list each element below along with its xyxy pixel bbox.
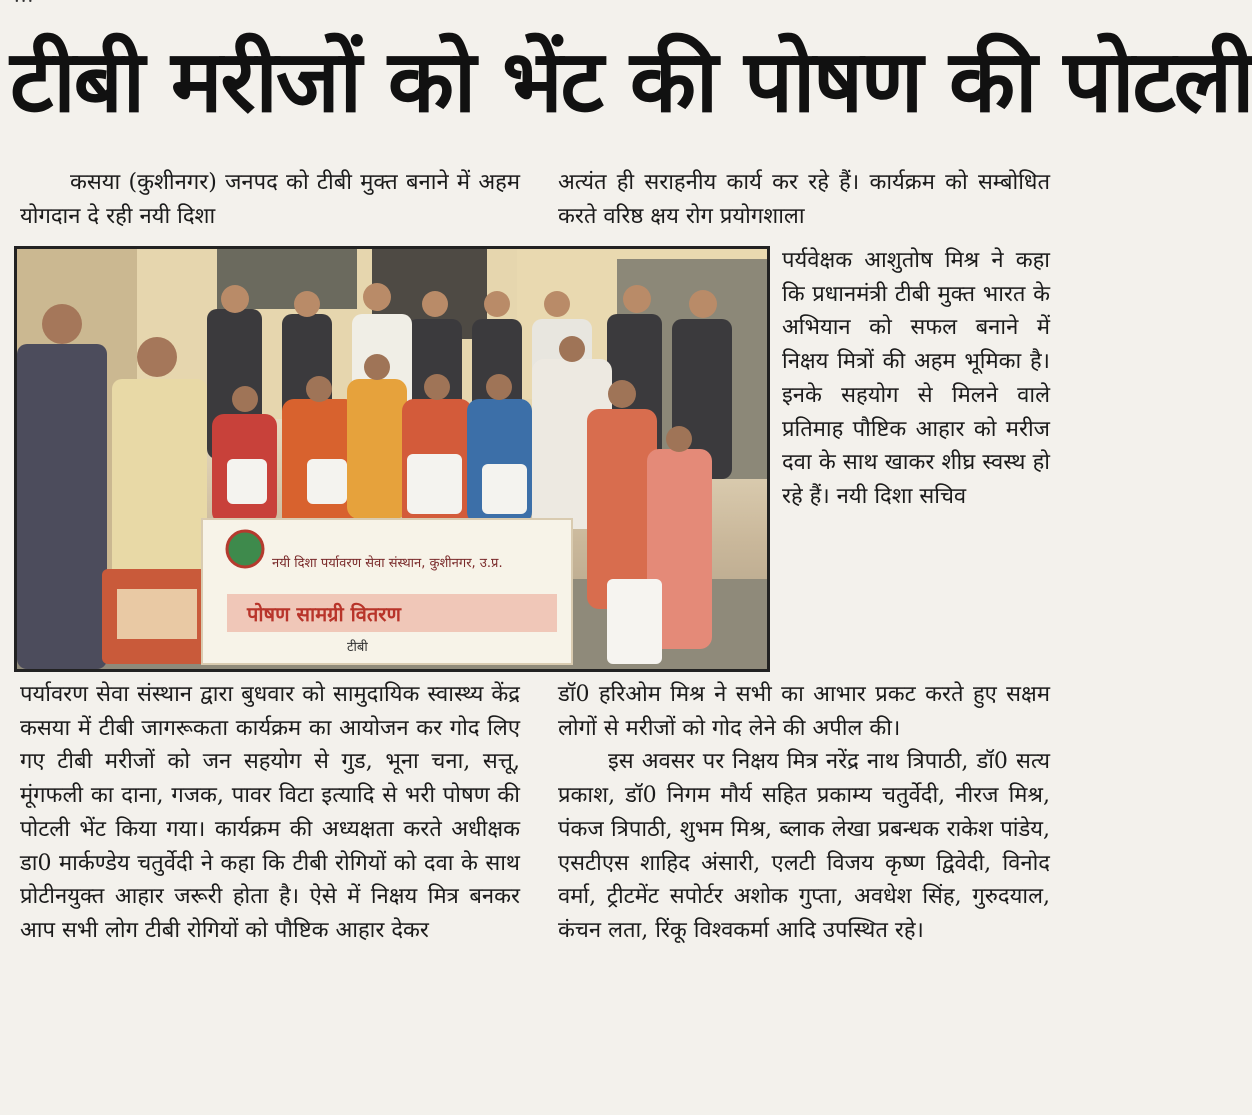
banner-line-1: नयी दिशा पर्यावरण सेवा संस्थान, कुशीनगर, उ.प्र. xyxy=(272,556,503,571)
column-left-bottom xyxy=(20,678,520,1115)
paragraph-right-bottom-2: इस अवसर पर निक्षय मित्र नरेंद्र नाथ त्रिपाठी, डॉ0 सत्य प्रकाश, डॉ0 निगम मौर्य सहित प्रकाम्य चतुर्वेदी, नीरज मिश्र, पंकज त्रिपाठी, शुभम मिश्र, ब्लाक लेखा प्रबन्धक राकेश पांडेय, एसटीएस शाहिद अंसारी, एलटी विजय कृष्ण द्विवेदी, विनोद वर्मा, ट्रीटमेंट सपोर्टर अशोक गुप्ता, अवधेश सिंह, गुरुदयाल, कंचन लता, रिंकू विश्वकर्मा आदि उपस्थित रहे। xyxy=(558,749,1050,943)
paragraph-intro: कसया (कुशीनगर) जनपद को टीबी मुक्त बनाने में अहम योगदान दे रही नयी दिशा xyxy=(20,170,520,229)
previous-article-clipped-text: ··· xyxy=(14,0,35,12)
column-left-top xyxy=(20,166,520,238)
article-headline: टीबी मरीजों को भेंट की पोषण की पोटली xyxy=(10,32,1252,132)
column-right-top xyxy=(558,166,1050,238)
paragraph-right-top: अत्यंत ही सराहनीय कार्य कर रहे हैं। कार्यक्रम को सम्बोधित करते वरिष्ठ क्षय रोग प्रयोगशाला xyxy=(558,170,1050,229)
paragraph-left-bottom: पर्यावरण सेवा संस्थान द्वारा बुधवार को सामुदायिक स्वास्थ्य केंद्र कसया में टीबी जागरूकता कार्यक्रम का आयोजन कर गोद लिए गए टीबी मरीजों को जन सहयोग से गुड, भूना चना, सत्तू, मूंगफली का दाना, गजक, पावर विटा इत्यादि से भरी पोषण की पोटली भेंट किया गया। कार्यक्रम की अध्यक्षता करते अधीक्षक डा0 मार्कण्डेय चतुर्वेदी ने कहा कि टीबी रोगियों को दवा के साथ प्रोटीनयुक्त आहार जरूरी होता है। ऐसे में निक्षय मित्र बनकर आप सभी लोग टीबी रोगियों को पौष्टिक आहार देकर xyxy=(20,682,520,943)
column-right-beside-photo xyxy=(782,244,1050,682)
banner-line-2: पोषण सामग्री वितरण xyxy=(247,602,401,626)
paragraph-right-bottom-1: डॉ0 हरिओम मिश्र ने सभी का आभार प्रकट करते हुए सक्षम लोगों से मरीजों को गोद लेने की अपील की। xyxy=(558,682,1050,741)
column-right-bottom xyxy=(558,678,1050,1115)
group-photo-illustration xyxy=(17,249,767,669)
news-photo xyxy=(14,246,770,672)
banner-line-3: टीबी xyxy=(347,640,368,655)
paragraph-right-side: पर्यवेक्षक आशुतोष मिश्र ने कहा कि प्रधानमंत्री टीबी मुक्त भारत के अभियान को सफल बनाने में निक्षय मित्रों की अहम भूमिका है। इनके सहयोग से मिलने वाले प्रतिमाह पौष्टिक आहार को मरीज दवा के साथ खाकर शीघ्र स्वस्थ हो रहे हैं। नयी दिशा सचिव xyxy=(782,248,1050,509)
